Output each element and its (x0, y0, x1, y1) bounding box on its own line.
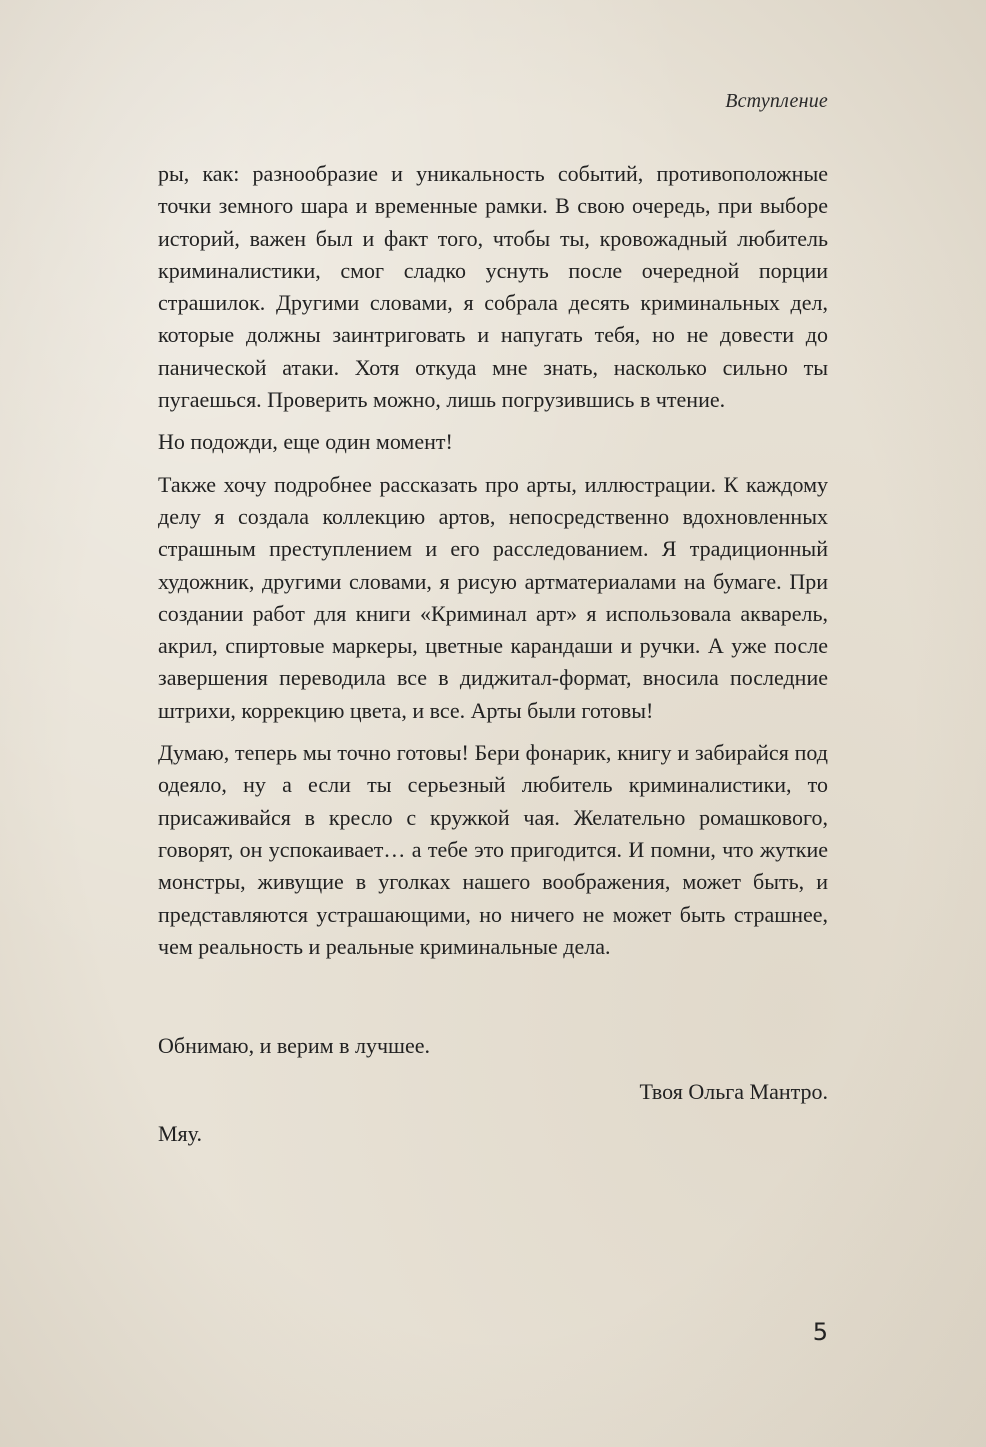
signoff: Обнимаю, и верим в лучшее. (158, 1033, 430, 1058)
paragraph-2: Но подожди, еще один момент! (158, 429, 453, 455)
body-text (158, 158, 828, 973)
paragraph-3: Также хочу подробнее рассказать про арты, иллюстрации. К каждому делу я создала коллекцию артов, непосредственно вдохновленных страшным преступлением и его расследованием. Я традиционный художник, другими словами, я рисую артматериалами на бумаге. При создании работ для книги «Криминал арт» я использовала акварель, акрил, спиртовые маркеры, цветные карандаши и ручки. А уже после завершения переводила все в диджитал-формат, вносила последние штрихи, коррекцию цвета, и все. Арты были готовы! (158, 471, 828, 723)
running-head: Вступление (725, 90, 828, 112)
postscript: Мяу. (158, 1121, 202, 1146)
paragraph-1: ры, как: разнообразие и уникальность событий, противоположные точки земного шара и временные рамки. В свою очередь, при выборе историй, важен был и факт того, чтобы ты, кровожадный любитель криминалистики, смог сладко уснуть после очередной порции страшилок. Другими словами, я собрала десять криминальных дел, которые должны заинтриговать и напугать тебя, но не довести до панической атаки. Хотя откуда мне знать, насколько сильно ты пугаешься. Проверить можно, лишь погрузившись в чтение. (158, 161, 828, 413)
page-number: 5 (812, 1318, 828, 1346)
paragraph-4: Думаю, теперь мы точно готовы! Бери фонарик, книгу и забирайся под одеяло, ну а если ты серьезный любитель криминалистики, то присаживайся в кресло с кружкой чая. Желательно ромашкового, говорят, он успокаивает… а тебе это пригодится. И помни, что жуткие монстры, живущие в уголках нашего воображения, может быть, и представляются устрашающими, но ничего не может быть страшнее, чем реальность и реальные криминальные дела. (158, 740, 828, 959)
signature: Твоя Ольга Мантро. (639, 1079, 828, 1104)
